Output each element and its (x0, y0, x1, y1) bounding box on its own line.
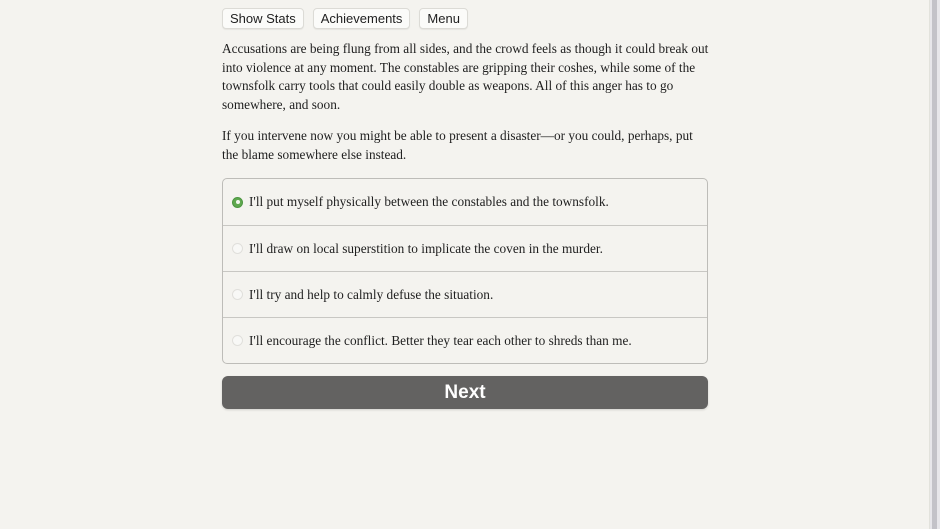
show-stats-button[interactable]: Show Stats (222, 8, 304, 29)
menu-button[interactable]: Menu (419, 8, 468, 29)
next-button[interactable]: Next (222, 376, 708, 409)
choice-option[interactable] (223, 225, 707, 271)
choice-option[interactable] (223, 317, 707, 363)
top-toolbar (222, 8, 468, 29)
radio-selected-icon[interactable] (232, 197, 243, 208)
story-paragraph: Accusations are being flung from all sides, and the crowd feels as though it could break out into violence at any moment. The constables are gripping their coshes, while some of the townsfolk carry tools that could easily double as weapons. All of this anger has to go somewhere, and soon. (222, 41, 709, 113)
radio-unselected-icon[interactable] (232, 335, 243, 346)
choice-option[interactable] (223, 271, 707, 317)
choice-label: I'll draw on local superstition to implicate the coven in the murder. (249, 240, 603, 256)
choice-list (222, 178, 708, 364)
vertical-scrollbar[interactable] (929, 0, 940, 529)
choice-label: I'll put myself physically between the constables and the townsfolk. (249, 194, 609, 209)
choice-option[interactable] (223, 179, 707, 225)
choice-label: I'll try and help to calmly defuse the situation. (249, 286, 494, 302)
radio-unselected-icon[interactable] (232, 243, 243, 254)
radio-unselected-icon[interactable] (232, 289, 243, 300)
story-paragraph: If you intervene now you might be able to present a disaster—or you could, perhaps, put the blame somewhere else instead. (222, 128, 693, 162)
scrollbar-thumb[interactable] (932, 0, 937, 529)
achievements-button[interactable]: Achievements (313, 8, 411, 29)
choice-label: I'll encourage the conflict. Better they tear each other to shreds than me. (249, 332, 632, 348)
